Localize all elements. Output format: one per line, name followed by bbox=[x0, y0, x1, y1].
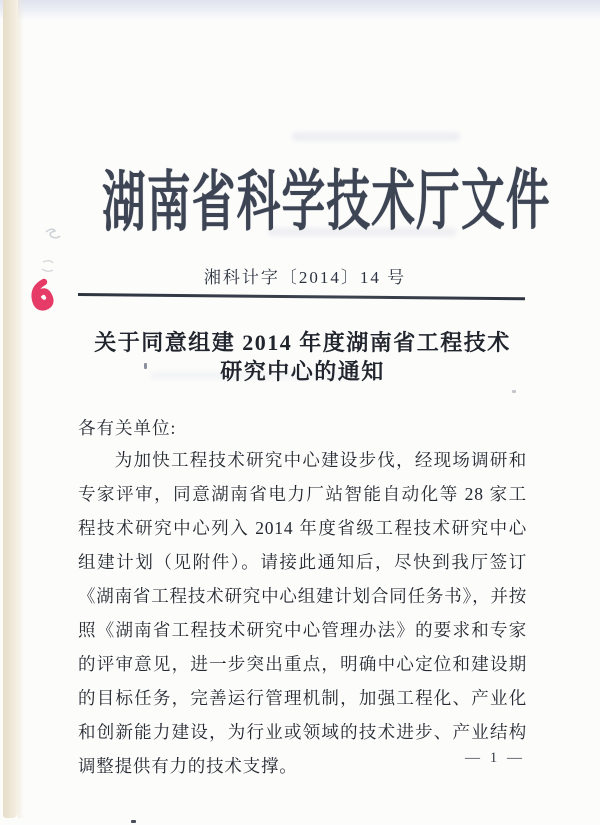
scan-speck bbox=[512, 390, 516, 393]
notice-heading-line2: 研究中心的通知 bbox=[220, 359, 385, 384]
body-paragraph: 为加快工程技术研究中心建设步伐，经现场调研和专家评审，同意湖南省电力厂站智能自动化等 28 家工程技术研究中心列入 2014 年度省级工程技术研究中心组建计划（见附件）。请接此通知后，尽快到我厅签订《湖南省工程技术研究中心组建计划合同任务书》，并按照《湖南省工程技术研究中心管理办法》的要求和专家的评审意见，进一步突出重点，明确中心定位和建设期的目标任务，完善运行管理机制，加强工程化、产业化和创新能力建设，为行业或领域的技术进步、产业结构调整提供有力的技术支撑。 bbox=[78, 450, 527, 776]
scan-speck bbox=[131, 820, 136, 823]
salutation: 各有关单位: bbox=[78, 418, 177, 438]
divider-line bbox=[78, 293, 525, 300]
ink-bleedthrough-smudge bbox=[292, 132, 460, 141]
scan-artifact-top-band bbox=[0, 0, 600, 20]
doc-number: 湘科计字〔2014〕14 号 bbox=[203, 268, 407, 287]
pencil-scribble-icon bbox=[46, 229, 60, 238]
notice-heading-line1: 关于同意组建 2014 年度湖南省工程技术 bbox=[94, 330, 511, 355]
page-number: — 1 — bbox=[465, 750, 525, 766]
scan-edge-strip-fade bbox=[18, 0, 24, 818]
notice-heading bbox=[0, 328, 600, 386]
scan-edge-strip bbox=[3, 0, 18, 818]
agency-title: 湖南省科学技术厅文件 bbox=[101, 164, 551, 241]
